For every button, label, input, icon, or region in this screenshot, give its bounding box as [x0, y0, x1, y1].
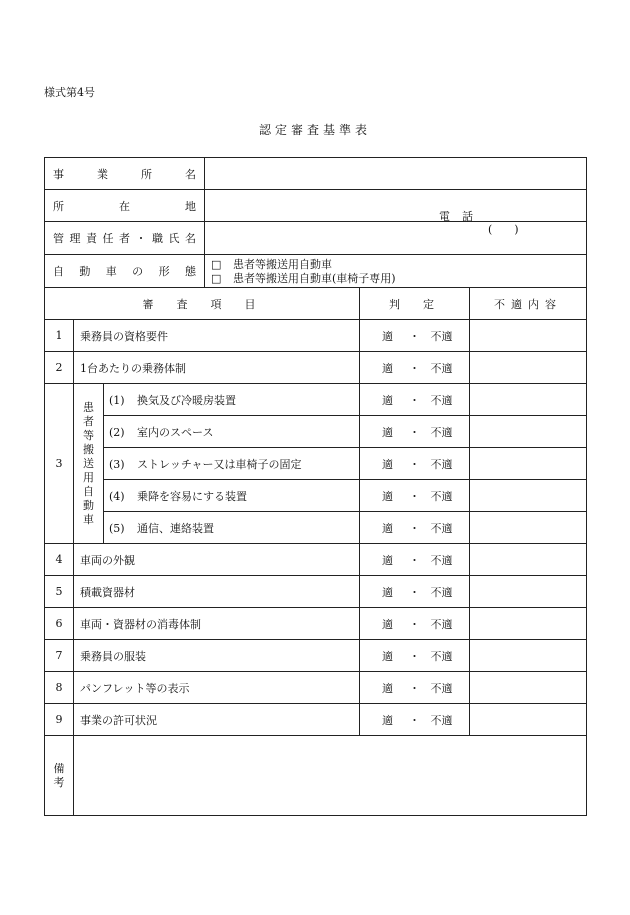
judge-separator: ・ [409, 489, 420, 503]
address-label [45, 190, 205, 222]
judge-ok[interactable]: 適 [382, 649, 393, 663]
vertical-char: 自 [83, 484, 94, 498]
judge-ng[interactable]: 不適 [430, 489, 453, 503]
judgment-cell[interactable] [360, 416, 470, 448]
table-row [45, 512, 587, 544]
row-item-label: 車両の外観 [74, 544, 360, 576]
row-number: 1 [45, 320, 74, 352]
content-cell[interactable] [470, 416, 587, 448]
label-char: 名 [185, 232, 196, 245]
table-row [45, 576, 587, 608]
row-item-label: 乗務員の服装 [74, 640, 360, 672]
label-char: 事 [53, 167, 64, 181]
vertical-char: 患 [83, 400, 94, 414]
sub-item-text: 乗降を容易にする装置 [137, 489, 247, 503]
judge-ng[interactable]: 不適 [430, 617, 453, 631]
table-row [45, 704, 587, 736]
judgment-cell[interactable] [360, 608, 470, 640]
judge-ok[interactable]: 適 [382, 553, 393, 567]
content-cell[interactable] [470, 544, 587, 576]
label-char: 任 [102, 232, 114, 245]
vertical-char: 者 [83, 414, 94, 428]
row-item-label: 事業の許可状況 [74, 704, 360, 736]
label-char: の [132, 265, 144, 278]
vertical-char: 動 [83, 498, 94, 512]
header-table [44, 157, 587, 288]
table-row [45, 416, 587, 448]
judge-ng[interactable]: 不適 [430, 329, 453, 343]
table-row [45, 352, 587, 384]
judge-separator: ・ [409, 585, 420, 599]
label-char: 態 [184, 265, 196, 278]
form-title: 認定審査基準表 [258, 123, 371, 137]
judge-ok[interactable]: 適 [382, 361, 393, 375]
judge-ng[interactable]: 不適 [430, 681, 453, 695]
column-header-content: 不適内容 [470, 288, 587, 320]
content-cell[interactable] [470, 480, 587, 512]
row-item-label: 積載資器材 [74, 576, 360, 608]
office-name-label [45, 158, 205, 190]
label-char: 業 [97, 167, 108, 181]
checkbox-icon[interactable]: □ [211, 271, 222, 285]
manager-chars [53, 230, 196, 246]
vehicle-type-field [205, 255, 587, 288]
judge-ok[interactable]: 適 [382, 681, 393, 695]
remarks-label [45, 736, 74, 816]
sub-item-text: 室内のスペース [137, 425, 214, 439]
table-row [45, 544, 587, 576]
label-char: 者 [119, 232, 130, 245]
vertical-char: 等 [83, 428, 94, 442]
row-item-label: 1台あたりの乗務体制 [74, 352, 360, 384]
vertical-char: 搬 [83, 442, 94, 456]
vertical-char: 車 [83, 512, 94, 526]
remarks-chars [45, 762, 73, 790]
judge-ok[interactable]: 適 [382, 617, 393, 631]
sub-item-label [104, 416, 360, 448]
judge-separator: ・ [409, 457, 420, 471]
remarks-row [45, 736, 587, 816]
row-number: 6 [45, 608, 74, 640]
judgment-cell[interactable] [360, 352, 470, 384]
judge-ng[interactable]: 不適 [430, 361, 453, 375]
content-cell[interactable] [470, 576, 587, 608]
sub-item-text: 換気及び冷暖房装置 [137, 393, 236, 407]
sub-item-label [104, 512, 360, 544]
vehicle-type-chars [53, 263, 196, 279]
vertical-char: 備 [53, 762, 65, 775]
phone-parentheses: ( ) [488, 222, 519, 236]
judge-separator: ・ [409, 681, 420, 695]
judgment-cell[interactable] [360, 544, 470, 576]
row-number: 9 [45, 704, 74, 736]
content-cell[interactable] [470, 704, 587, 736]
content-cell[interactable] [470, 448, 587, 480]
judge-ok[interactable]: 適 [382, 329, 393, 343]
form-number: 様式第4号 [44, 86, 95, 99]
judge-ok[interactable]: 適 [382, 585, 393, 599]
label-char: 職 [152, 232, 163, 245]
vehicle-option-1[interactable] [205, 257, 586, 271]
table-row [45, 480, 587, 512]
judge-ng[interactable]: 不適 [430, 457, 453, 471]
label-char: 在 [119, 199, 130, 213]
vertical-char: 用 [83, 470, 94, 484]
content-cell[interactable] [470, 672, 587, 704]
sub-item-number: (5) [109, 521, 125, 535]
label-char: 形 [158, 265, 170, 278]
judgment-cell[interactable] [360, 480, 470, 512]
sub-item-text: 通信、連絡装置 [137, 521, 214, 535]
content-cell[interactable] [470, 512, 587, 544]
judge-ok[interactable]: 適 [382, 425, 393, 439]
remarks-field[interactable] [74, 736, 587, 816]
row-item-label: 車両・資器材の消毒体制 [74, 608, 360, 640]
sub-item-label [104, 448, 360, 480]
address-field[interactable] [205, 190, 587, 236]
office-name-chars [53, 166, 196, 182]
content-cell[interactable] [470, 320, 587, 352]
address-chars [53, 198, 196, 214]
table-row [45, 320, 587, 352]
judge-separator: ・ [409, 617, 420, 631]
judge-ng[interactable]: 不適 [430, 585, 453, 599]
judge-separator: ・ [409, 649, 420, 663]
manager-field[interactable] [205, 222, 587, 255]
judge-ng[interactable]: 不適 [430, 649, 453, 663]
judgment-cell[interactable] [360, 704, 470, 736]
judgment-cell[interactable] [360, 576, 470, 608]
judge-separator: ・ [409, 713, 420, 727]
judge-ok[interactable]: 適 [382, 393, 393, 407]
table-row [45, 608, 587, 640]
sub-item-number: (4) [109, 489, 125, 503]
judge-ng[interactable]: 不適 [430, 521, 453, 535]
content-cell[interactable] [470, 640, 587, 672]
judgment-cell[interactable] [360, 672, 470, 704]
judge-ng[interactable]: 不適 [430, 553, 453, 567]
sub-item-number: (2) [109, 425, 125, 439]
content-cell[interactable] [470, 384, 587, 416]
row-item-label: 乗務員の資格要件 [74, 320, 360, 352]
judge-ng[interactable]: 不適 [430, 713, 453, 727]
vertical-char: 送 [83, 456, 94, 470]
criteria-table [44, 287, 587, 816]
judgment-cell[interactable] [360, 384, 470, 416]
table-row [45, 640, 587, 672]
row-number: 7 [45, 640, 74, 672]
vehicle-group-chars [74, 401, 103, 527]
checkbox-icon[interactable]: □ [211, 257, 222, 271]
judge-separator: ・ [409, 393, 420, 407]
vehicle-option-label: 患者等搬送用自動車(車椅子専用) [233, 272, 396, 285]
label-char: 責 [86, 232, 97, 245]
content-cell[interactable] [470, 608, 587, 640]
label-char: 氏 [168, 232, 180, 245]
phone-label: 電話 [439, 209, 485, 223]
table-row [45, 672, 587, 704]
judge-ok[interactable]: 適 [382, 489, 393, 503]
office-name-field[interactable] [205, 158, 587, 190]
label-char: 所 [53, 199, 64, 213]
row-number: 8 [45, 672, 74, 704]
vehicle-option-label: 患者等搬送用自動車 [233, 258, 332, 271]
sub-item-number: (1) [109, 393, 125, 407]
manager-label [45, 222, 205, 255]
judge-ok[interactable]: 適 [382, 713, 393, 727]
judge-ok[interactable]: 適 [382, 521, 393, 535]
sub-item-label [104, 384, 360, 416]
label-char: 自 [53, 265, 64, 278]
judge-separator: ・ [409, 361, 420, 375]
judgment-cell[interactable] [360, 320, 470, 352]
vehicle-type-label [45, 255, 205, 288]
column-header-item: 審 査 項 目 [45, 288, 360, 320]
label-char: 所 [141, 167, 152, 181]
judge-ok[interactable]: 適 [382, 457, 393, 471]
judge-ng[interactable]: 不適 [430, 425, 453, 439]
judge-separator: ・ [409, 553, 420, 567]
vertical-char: 考 [53, 776, 65, 789]
judge-separator: ・ [409, 329, 420, 343]
judgment-cell[interactable] [360, 448, 470, 480]
row-number: 3 [45, 384, 74, 544]
label-char: ・ [135, 232, 147, 245]
judge-separator: ・ [409, 425, 420, 439]
sub-item-number: (3) [109, 457, 125, 471]
label-char: 管 [53, 232, 64, 245]
judge-separator: ・ [409, 521, 420, 535]
content-cell[interactable] [470, 352, 587, 384]
row-number: 5 [45, 576, 74, 608]
label-char: 車 [105, 265, 117, 278]
column-header-judgment: 判 定 [360, 288, 470, 320]
label-char: 名 [185, 167, 196, 181]
table-row [45, 384, 587, 416]
judge-ng[interactable]: 不適 [430, 393, 453, 407]
vehicle-group-label [74, 384, 104, 544]
vehicle-option-2[interactable] [205, 271, 586, 285]
sub-item-text: ストレッチャー又は車椅子の固定 [137, 457, 302, 471]
label-char: 理 [69, 232, 81, 245]
sub-item-label [104, 480, 360, 512]
row-number: 2 [45, 352, 74, 384]
label-char: 動 [79, 265, 91, 278]
judgment-cell[interactable] [360, 640, 470, 672]
row-number: 4 [45, 544, 74, 576]
row-item-label: パンフレット等の表示 [74, 672, 360, 704]
table-row [45, 448, 587, 480]
judgment-cell[interactable] [360, 512, 470, 544]
label-char: 地 [185, 199, 196, 213]
